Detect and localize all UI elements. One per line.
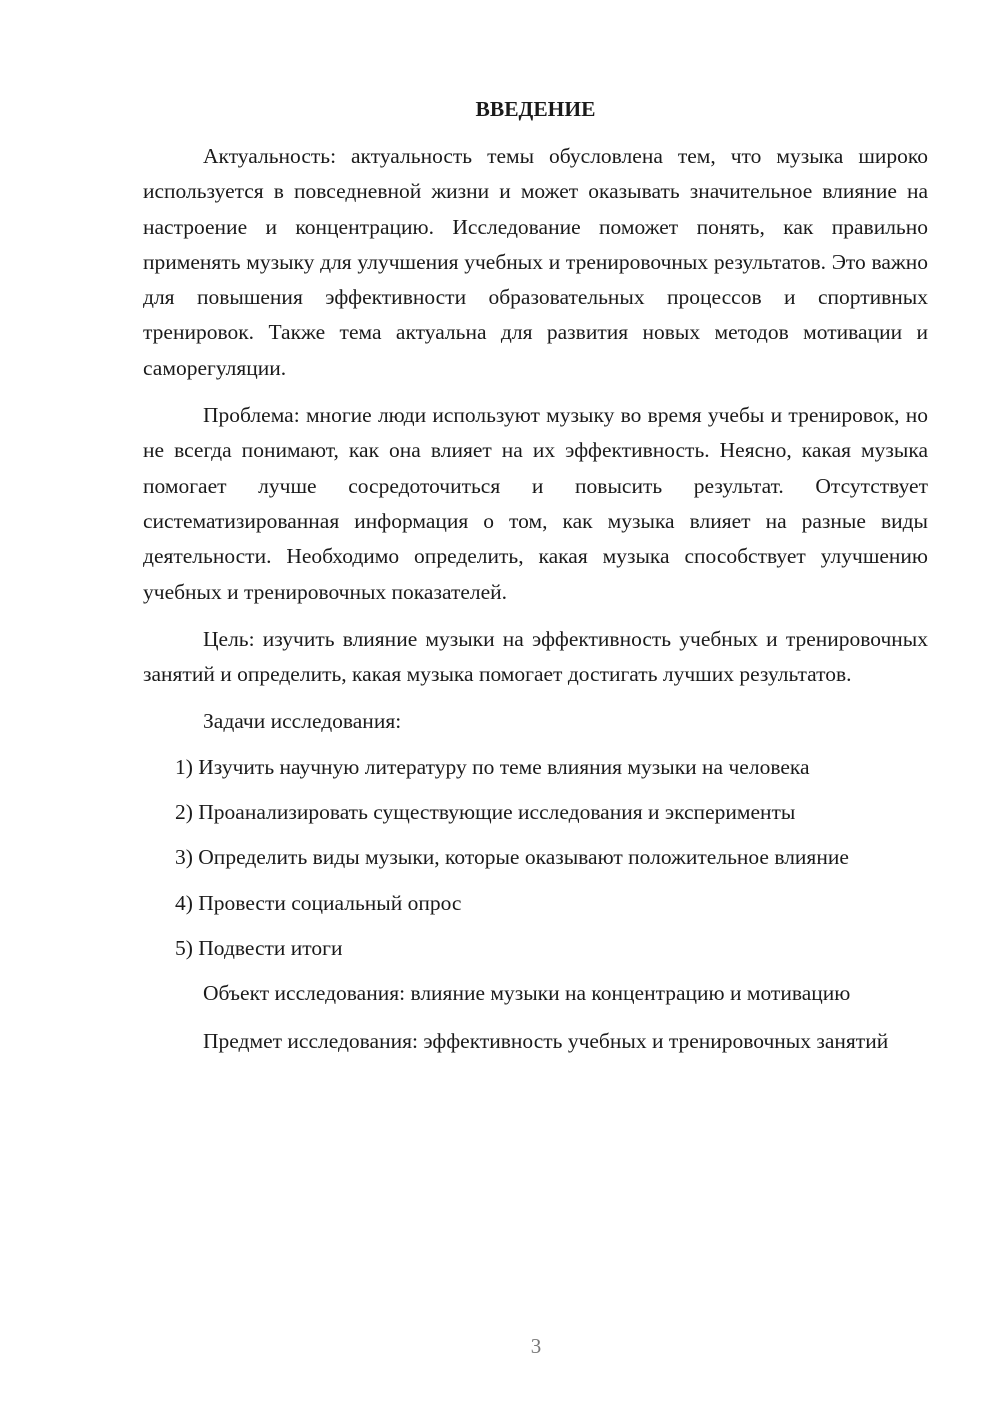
relevance-paragraph: Актуальность: актуальность темы обусловлена тем, что музыка широко используется в повседневной жизни и может оказывать значительное влияние на настроение и концентрацию. Исследование поможет понять, как правильно применять музыку для улучшения учебных и тренировочных результатов. Это важно для повышения эффективности образовательных процессов и спортивных тренировок. Также тема актуальна для развития новых методов мотивации и саморегуляции. [143, 144, 928, 380]
task-item-3: 3) Определить виды музыки, которые оказывают положительное влияние [175, 845, 849, 870]
problem-paragraph: Проблема: многие люди используют музыку во время учебы и тренировок, но не всегда понимают, как она влияет на их эффективность. Неясно, какая музыка помогает лучше сосредоточиться и повысить результат. Отсутствует систематизированная информация о том, как музыка влияет на разные виды деятельности. Необходимо определить, какая музыка способствует улучшению учебных и тренировочных показателей. [143, 403, 928, 604]
task-item-5: 5) Подвести итоги [175, 935, 343, 960]
document-page [143, 92, 928, 1071]
tasks-heading: Задачи исследования: [203, 709, 402, 734]
task-item-1: 1) Изучить научную литературу по теме влияния музыки на человека [175, 754, 810, 779]
object-paragraph: Объект исследования: влияние музыки на концентрацию и мотивацию [203, 981, 851, 1006]
page-number: 3 [530, 1334, 542, 1358]
task-item-2: 2) Проанализировать существующие исследования и эксперименты [175, 800, 796, 825]
subject-paragraph: Предмет исследования: эффективность учебных и тренировочных занятий [203, 1028, 889, 1053]
page-title: ВВЕДЕНИЕ [475, 97, 596, 121]
goal-paragraph: Цель: изучить влияние музыки на эффективность учебных и тренировочных занятий и определить, какая музыка помогает достигать лучших результатов. [143, 626, 928, 687]
task-item-4: 4) Провести социальный опрос [175, 890, 462, 915]
